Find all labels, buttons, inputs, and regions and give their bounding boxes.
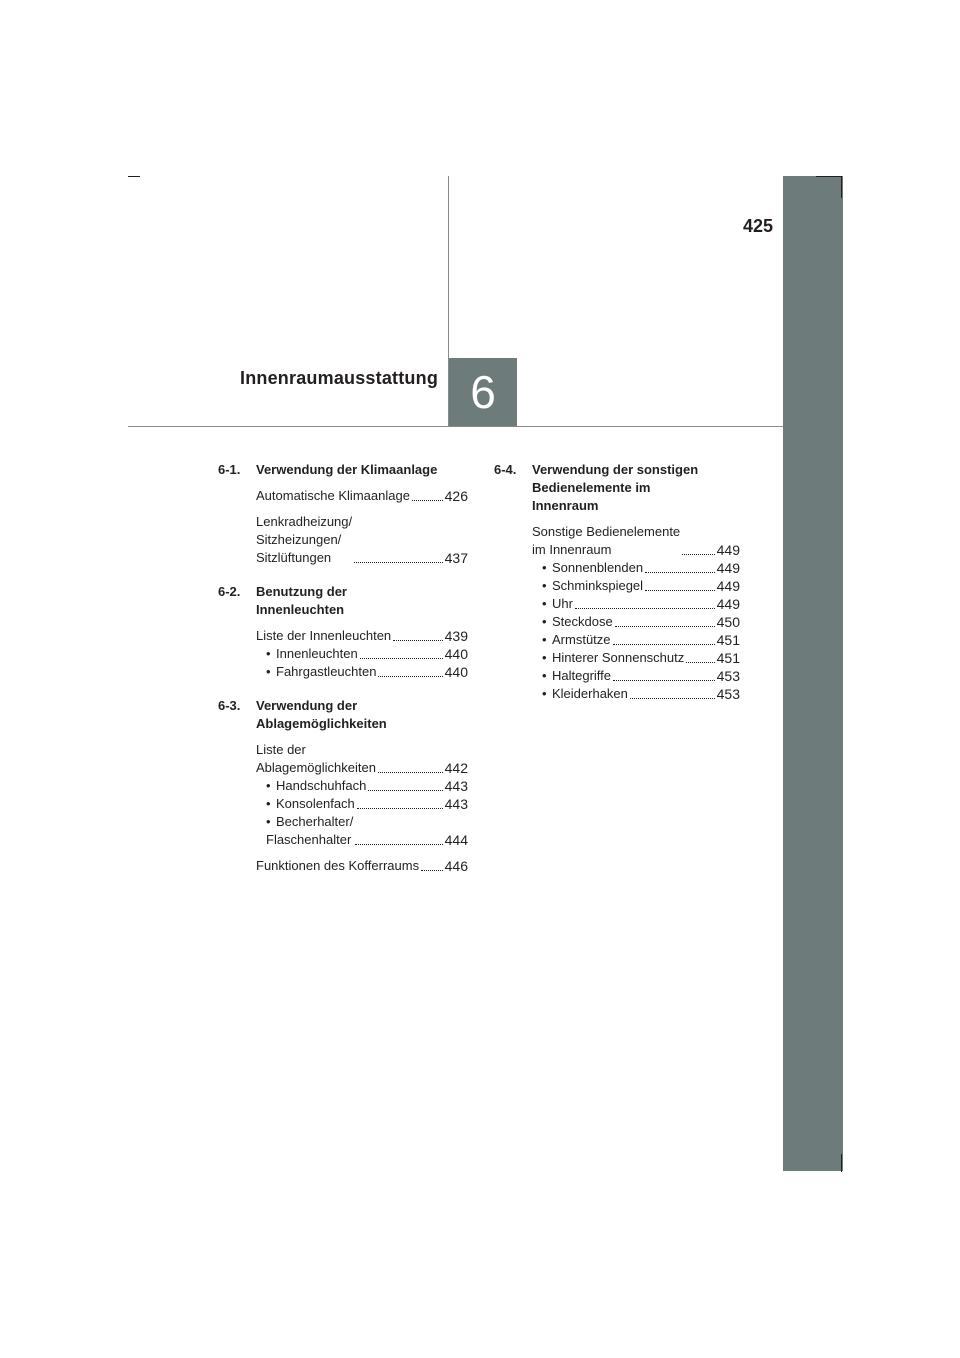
entry-page: 440 xyxy=(444,646,468,662)
entry-label: Sonnenblenden xyxy=(552,560,644,575)
entry-label: Funktionen des Kofferraums xyxy=(256,858,420,873)
entry-page: 437 xyxy=(444,550,468,566)
entry-page: 446 xyxy=(444,858,468,874)
leader-dots xyxy=(575,608,715,609)
bullet-icon: • xyxy=(266,664,271,679)
crop-mark xyxy=(816,176,842,177)
leader-dots xyxy=(378,676,442,677)
entry-label: Liste der Innenleuchten xyxy=(256,628,392,643)
leader-dots xyxy=(360,658,443,659)
section-number: 6-4. xyxy=(494,462,517,477)
entry-label: Haltegriffe xyxy=(552,668,612,683)
leader-dots xyxy=(421,870,443,871)
toc-entry[interactable] xyxy=(256,487,468,505)
leader-dots xyxy=(354,562,443,563)
toc-subentry[interactable] xyxy=(532,577,740,595)
toc-entry[interactable] xyxy=(256,741,468,777)
toc-section-6-3 xyxy=(218,697,468,875)
entry-page: 453 xyxy=(716,668,740,684)
header-divider-horizontal xyxy=(128,426,783,427)
leader-dots xyxy=(613,644,715,645)
chapter-title: Innenraumausstattung xyxy=(240,368,439,388)
entry-label: Becherhalter/ xyxy=(276,814,354,829)
entry-page: 451 xyxy=(716,632,740,648)
leader-dots xyxy=(368,790,442,791)
entry-page: 453 xyxy=(716,686,740,702)
entry-label: Innenleuchten xyxy=(276,646,358,661)
crop-mark xyxy=(841,176,842,198)
entry-page: 449 xyxy=(716,578,740,594)
toc-column-right xyxy=(494,461,740,703)
entry-label: Kleiderhaken xyxy=(552,686,628,701)
bullet-icon: • xyxy=(266,814,271,829)
toc-subentry[interactable] xyxy=(256,645,468,663)
section-title[interactable]: Verwendung der sonstigen Bedienelemente im Innenraum xyxy=(532,462,699,513)
entry-label: Liste der xyxy=(256,742,306,757)
bullet-icon: • xyxy=(542,614,547,629)
toc-subentry[interactable] xyxy=(532,559,740,577)
toc-column-left xyxy=(218,461,468,875)
bullet-icon: • xyxy=(266,778,271,793)
toc-subentry[interactable] xyxy=(532,631,740,649)
entry-page: 442 xyxy=(444,760,468,776)
bullet-icon: • xyxy=(266,646,271,661)
entry-label: Sitzlüftungen xyxy=(256,550,332,565)
entry-label: Handschuhfach xyxy=(276,778,367,793)
section-number: 6-2. xyxy=(218,584,241,599)
toc-entry[interactable] xyxy=(256,857,468,875)
toc-entry[interactable] xyxy=(256,513,468,567)
entry-page: 443 xyxy=(444,796,468,812)
entry-label: Automatische Klimaanlage xyxy=(256,488,410,503)
entry-label: Fahrgastleuchten xyxy=(276,664,377,679)
chapter-sidebar-tab xyxy=(783,176,843,1171)
entry-label: Armstütze xyxy=(552,632,611,647)
entry-label: Ablagemöglichkeiten xyxy=(256,760,376,775)
entry-page: 450 xyxy=(716,614,740,630)
entry-label: Sitzheizungen/ xyxy=(256,532,342,547)
toc-section-6-2 xyxy=(218,583,468,681)
entry-label: Flaschenhalter xyxy=(266,832,352,847)
entry-label: Schminkspiegel xyxy=(552,578,644,593)
toc-subentry[interactable] xyxy=(532,685,740,703)
leader-dots xyxy=(378,772,443,773)
leader-dots xyxy=(357,808,443,809)
leader-dots xyxy=(615,626,715,627)
toc-section-6-4 xyxy=(494,461,740,703)
bullet-icon: • xyxy=(542,686,547,701)
toc-subentry[interactable] xyxy=(532,649,740,667)
bullet-icon: • xyxy=(542,578,547,593)
leader-dots xyxy=(686,662,714,663)
chapter-number-box xyxy=(449,358,517,426)
entry-page: 451 xyxy=(716,650,740,666)
entry-page: 444 xyxy=(444,832,468,848)
toc-subentry[interactable] xyxy=(532,667,740,685)
section-title[interactable]: Benutzung der Innenleuchten xyxy=(256,584,347,617)
entry-page: 443 xyxy=(444,778,468,794)
chapter-number: 6 xyxy=(470,366,496,418)
toc-subentry[interactable] xyxy=(256,663,468,681)
leader-dots xyxy=(355,844,442,845)
toc-subentry[interactable] xyxy=(532,613,740,631)
bullet-icon: • xyxy=(542,632,547,647)
entry-page: 426 xyxy=(444,488,468,504)
leader-dots xyxy=(412,500,443,501)
entry-label: Steckdose xyxy=(552,614,613,629)
entry-label: Hinterer Sonnenschutz xyxy=(552,650,685,665)
bullet-icon: • xyxy=(542,668,547,683)
toc-subentry[interactable] xyxy=(256,813,468,849)
entry-page: 449 xyxy=(716,560,740,576)
leader-dots xyxy=(645,590,715,591)
entry-label: Sonstige Bedienelemente xyxy=(532,524,681,539)
toc-entry[interactable] xyxy=(256,627,468,645)
toc-subentry[interactable] xyxy=(532,595,740,613)
bullet-icon: • xyxy=(542,596,547,611)
entry-label: Uhr xyxy=(552,596,573,611)
section-title[interactable]: Verwendung der Klimaanlage xyxy=(256,462,438,477)
leader-dots xyxy=(682,554,714,555)
section-title[interactable]: Verwendung der Ablagemöglichkeiten xyxy=(256,698,387,731)
toc-subentry[interactable] xyxy=(256,795,468,813)
entry-page: 449 xyxy=(716,542,740,558)
section-number: 6-3. xyxy=(218,698,241,713)
entry-page: 439 xyxy=(444,628,468,644)
toc-entry[interactable] xyxy=(532,523,740,559)
leader-dots xyxy=(645,572,715,573)
entry-page: 440 xyxy=(444,664,468,680)
leader-dots xyxy=(613,680,715,681)
crop-mark xyxy=(128,176,140,177)
toc-section-6-1 xyxy=(218,461,468,567)
leader-dots xyxy=(630,698,715,699)
entry-page: 449 xyxy=(716,596,740,612)
crop-mark xyxy=(841,1154,842,1172)
entry-label: Lenkradheizung/ xyxy=(256,514,353,529)
entry-label: im Innenraum xyxy=(532,542,612,557)
bullet-icon: • xyxy=(266,796,271,811)
section-number: 6-1. xyxy=(218,462,241,477)
bullet-icon: • xyxy=(542,650,547,665)
bullet-icon: • xyxy=(542,560,547,575)
page-number: 425 xyxy=(742,216,773,236)
toc-subentry[interactable] xyxy=(256,777,468,795)
leader-dots xyxy=(393,640,442,641)
entry-label: Konsolenfach xyxy=(276,796,355,811)
